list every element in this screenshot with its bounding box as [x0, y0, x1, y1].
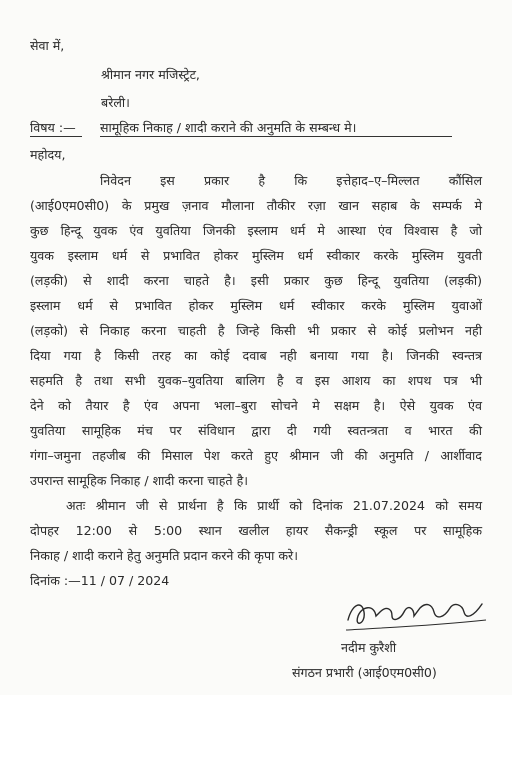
salutation: सेवा में, [30, 38, 65, 53]
signer-title: संगठन प्रभारी (आई0एम0सी0) [292, 665, 437, 680]
request-line: दोपहर 12:00 से 5:00 स्थान खलील हायर सैकन्ड्री स्कूल पर सामूहिक [30, 523, 482, 538]
request-line: निकाह / शादी कराने हेतु अनुमति प्रदान करने की कृपा करे। [30, 548, 298, 563]
signer-name: नदीम कुरैशी [341, 640, 397, 655]
body-line: दिया गया है किसी तरह का कोई दवाब नही बनाया गया है। जिनकी स्वन्तत्र [30, 348, 482, 363]
body-line: युवतिया सामूहिक मंच पर संविधान द्वारा दी गयी स्वतन्त्रता व भारत की [30, 423, 482, 438]
body-line: (आई0एम0सी0) के प्रमुख ज़नाव मौलाना तौकीर रज़ा खान सहाब के सम्पर्क मे [30, 198, 482, 213]
date-line: दिनांक :—11 / 07 / 2024 [30, 573, 170, 588]
body-line: (लड़को) से निकाह करना चाहती है जिन्हे किसी भी प्रकार से कोई प्रलोभन नही [30, 323, 482, 338]
subject-label-underline [30, 136, 82, 137]
body-line: इस्लाम धर्म से प्रभावित होकर मुस्लिम धर्म स्वीकार करके मुस्लिम युवाओं [30, 298, 482, 313]
body-line: देने को तैयार है एंव अपना भला–बुरा सोचने मे सक्षम है। ऐसे युवक एंव [30, 398, 482, 413]
body-line: युवक इस्लाम धर्म से प्रभावित होकर मुस्लिम धर्म स्वीकार करके मुस्लिम युवती [30, 248, 482, 263]
page-bottom-margin [0, 695, 512, 772]
body-line: कुछ हिन्दू युवक एंव युवतिया जिनकी इस्लाम धर्म मे आस्था एंव विश्वास है जो [30, 223, 482, 238]
subject-label: विषय :— [30, 120, 76, 135]
body-line: उपरान्त सामूहिक निकाह / शादी करना चाहते है। [30, 473, 249, 488]
greeting: महोदय, [30, 147, 66, 162]
body-line: सहमति है तथा सभी युवक–युवतिया बालिग है व इस आशय का शपथ पत्र भी [30, 373, 482, 388]
handwritten-signature [340, 590, 490, 640]
request-line: अतः श्रीमान जी से प्रार्थना है कि प्रार्थी को दिनांक 21.07.2024 को समय [66, 498, 482, 513]
recipient-line-2: बरेली। [101, 95, 130, 110]
body-line: गंगा–जमुना तहजीब की मिसाल पेश करते हुए श्रीमान जी की अनुमति / आर्शीवाद [30, 448, 482, 463]
recipient-line-1: श्रीमान नगर मजिस्ट्रेट, [101, 67, 200, 82]
subject-text: सामूहिक निकाह / शादी कराने की अनुमति के सम्बन्ध मे। [100, 120, 357, 135]
subject-underline [100, 136, 452, 137]
body-line: (लड़की) से शादी करना चाहते है। इसी प्रकार कुछ हिन्दू युवतिया (लड़की) [30, 273, 482, 288]
body-line: निवेदन इस प्रकार है कि इत्तेहाद–ए–मिल्लत कौंसिल [100, 173, 482, 188]
